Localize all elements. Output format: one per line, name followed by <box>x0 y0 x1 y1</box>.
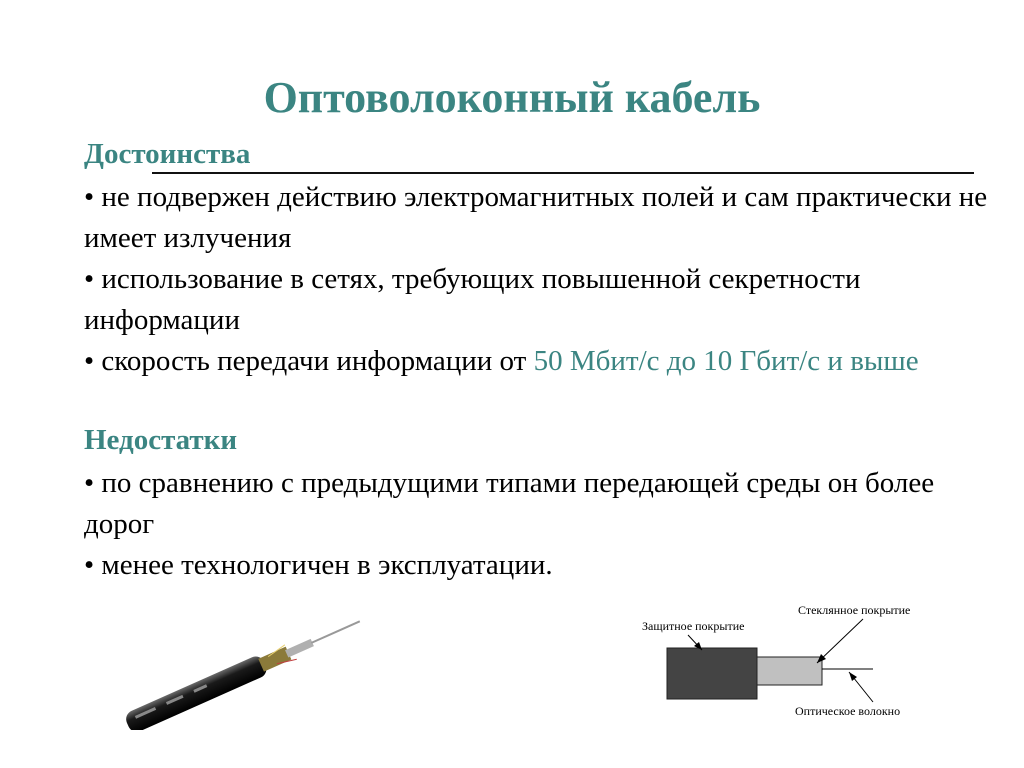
disadvantage-item-2: • менее технологичен в эксплуатации. <box>84 549 553 581</box>
speed-value: 50 Мбит/с до 10 Гбит/с и выше <box>533 345 919 377</box>
fiber-cable-image <box>110 605 370 730</box>
label-optical-fiber: Оптическое волокно <box>795 704 901 718</box>
page-title: Оптоволоконный кабель <box>263 73 761 122</box>
advantage-item-3 <box>84 341 989 382</box>
protective-coating-block <box>667 648 757 699</box>
arrowhead-fiber <box>849 672 857 681</box>
advantages-heading: Достоинства <box>84 138 251 170</box>
disadvantages-heading: Недостатки <box>84 424 238 456</box>
advantage-item-1: • не подвержен действию электромагнитных полей и сам практически не имеет излучения <box>84 181 988 254</box>
disadvantage-item-1: • по сравнению с предыдущими типами передающей среды он более дорог <box>84 467 935 540</box>
cable-structure-diagram <box>630 595 940 730</box>
glass-coating-block <box>757 657 822 685</box>
label-protective-coating: Защитное покрытие <box>642 619 745 633</box>
speed-prefix: • скорость передачи информации от <box>84 345 534 377</box>
arrow-glass <box>817 619 863 663</box>
label-glass-coating: Стеклянное покрытие <box>798 603 911 617</box>
advantage-item-2: • использование в сетях, требующих повышенной секретности информации <box>84 263 861 336</box>
heading-underline <box>152 172 974 174</box>
